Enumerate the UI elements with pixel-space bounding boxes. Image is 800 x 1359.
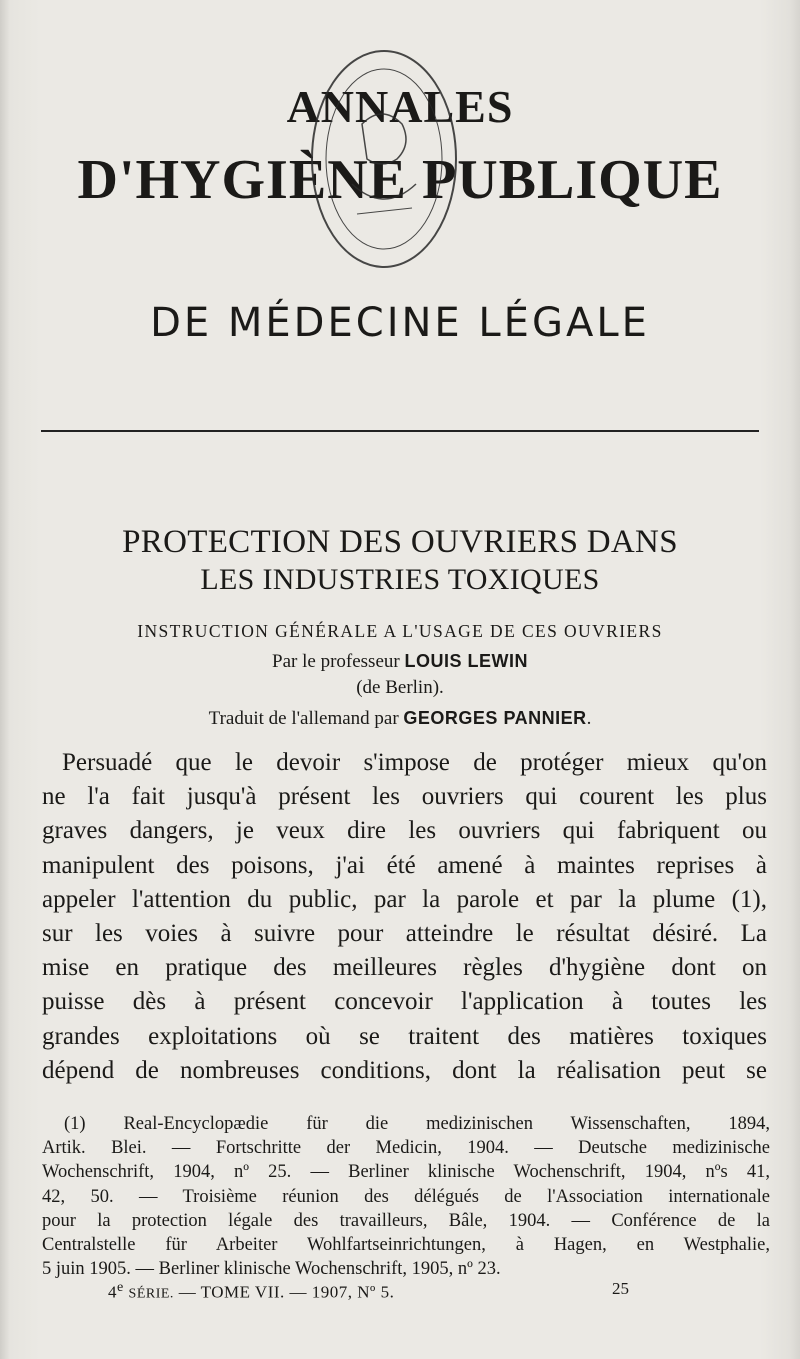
series-word: SÉRIE. xyxy=(128,1286,174,1302)
article-translator xyxy=(0,708,800,730)
translator-suffix: . xyxy=(586,708,592,729)
body-line: grandes exploitations où se traitent des matières toxiques xyxy=(42,1022,767,1050)
footnote-line: pour la protection légale des travailleurs, Bâle, 1904. — Conférence de la xyxy=(42,1210,770,1231)
footnote-line: Wochenschrift, 1904, nº 25. — Berliner klinische Wochenschrift, 1904, nºs 41, xyxy=(42,1162,770,1183)
series-sup: e xyxy=(117,1279,124,1295)
article-title-line2: LES INDUSTRIES TOXIQUES xyxy=(200,563,600,596)
footer-series xyxy=(108,1279,394,1303)
body-line: mise en pratique des meilleures règles d'hygiène dont on xyxy=(42,954,767,982)
body-line: puisse dès à présent concevoir l'application à toutes les xyxy=(42,988,767,1016)
author-place: (de Berlin). xyxy=(356,677,444,698)
footer-volume: — TOME VII. — 1907, Nº 5. xyxy=(178,1282,395,1302)
journal-title-medecine: DE MÉDECINE LÉGALE xyxy=(150,300,650,346)
body-line: Persuadé que le devoir s'impose de protéger mieux qu'on xyxy=(62,749,767,776)
article-subtitle: INSTRUCTION GÉNÉRALE A L'USAGE DE CES OUVRIERS xyxy=(137,621,663,641)
translator-name: GEORGES PANNIER xyxy=(403,708,587,728)
author-name: LOUIS LEWIN xyxy=(404,651,528,671)
article-body xyxy=(42,746,767,1088)
header-rule xyxy=(41,430,759,432)
body-line: appeler l'attention du public, par la parole et par la plume (1), xyxy=(42,885,767,913)
footnote-line: (1) Real-Encyclopædie für die medizinischen Wissenschaften, 1894, xyxy=(64,1114,770,1134)
article-author xyxy=(0,651,800,673)
body-line: ne l'a fait jusqu'à présent les ouvriers qui courent les plus xyxy=(42,783,767,811)
journal-title-annales: ANNALES xyxy=(286,81,514,132)
series-number: 4 xyxy=(108,1282,117,1302)
body-line: dépend de nombreuses conditions, dont la réalisation peut se xyxy=(42,1056,767,1084)
body-line: sur les voies à suivre pour atteindre le résultat désiré. La xyxy=(42,920,767,948)
footnote-line: 5 juin 1905. — Berliner klinische Wochenschrift, 1905, nº 23. xyxy=(42,1259,501,1280)
page-number: 25 xyxy=(612,1279,629,1298)
author-prefix: Par le professeur xyxy=(272,651,405,672)
footnote-line: Artik. Blei. — Fortschritte der Medicin, 1904. — Deutsche medizinische xyxy=(42,1138,770,1159)
translator-prefix: Traduit de l'allemand par xyxy=(208,708,404,729)
footnotes xyxy=(42,1112,770,1281)
body-line: manipulent des poisons, j'ai été amené à maintes reprises à xyxy=(42,851,767,879)
body-line: graves dangers, je veux dire les ouvriers qui fabriquent ou xyxy=(42,817,767,845)
journal-title-hygiene: D'HYGIÈNE PUBLIQUE xyxy=(77,149,723,211)
article-title-line1: PROTECTION DES OUVRIERS DANS xyxy=(122,524,678,560)
library-stamp-icon xyxy=(302,44,466,274)
footnote-line: Centralstelle für Arbeiter Wohlfartseinrichtungen, à Hagen, en Westphalie, xyxy=(42,1235,770,1256)
footnote-line: 42, 50. — Troisième réunion des délégués de l'Association internationale xyxy=(42,1186,770,1207)
